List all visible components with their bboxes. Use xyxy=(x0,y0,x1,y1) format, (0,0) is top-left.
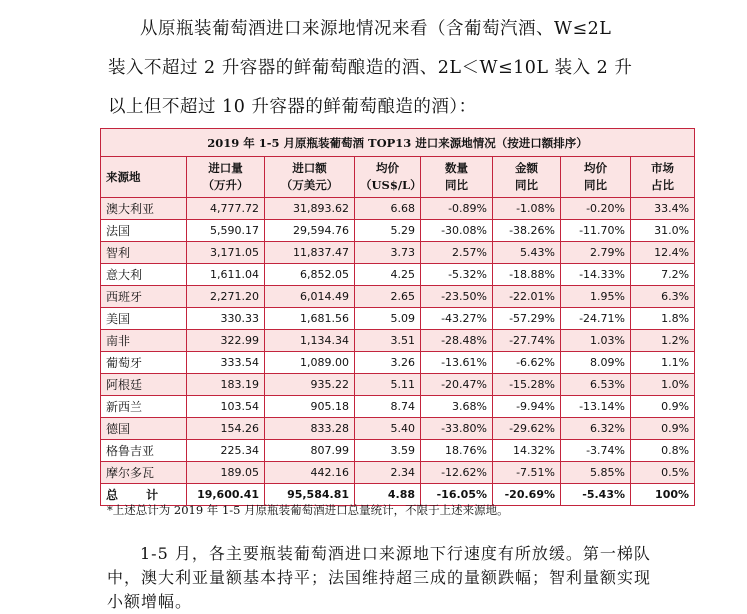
cell-market-share: 1.1% xyxy=(631,352,695,374)
header-source: 来源地 xyxy=(101,157,187,198)
header-market-share: 市场 占比 xyxy=(631,157,695,198)
summary-line-1: 1-5 月，各主要瓶装葡萄酒进口来源地下行速度有所放缓。第一梯队 xyxy=(140,544,651,563)
cell-avg-price: 3.59 xyxy=(355,440,421,462)
cell-volume: 330.33 xyxy=(187,308,265,330)
total-value: 95,584.81 xyxy=(265,484,355,506)
table-row xyxy=(101,264,695,286)
summary-line-3: 小额增幅。 xyxy=(107,592,193,611)
cell-avg-price: 2.65 xyxy=(355,286,421,308)
table-row xyxy=(101,396,695,418)
cell-volume-yoy: -30.08% xyxy=(421,220,493,242)
cell-value: 11,837.47 xyxy=(265,242,355,264)
cell-volume: 322.99 xyxy=(187,330,265,352)
cell-avg-price: 4.25 xyxy=(355,264,421,286)
cell-avg-price: 6.68 xyxy=(355,198,421,220)
cell-value-yoy: -57.29% xyxy=(493,308,561,330)
header-avg-price: 均价 （US$/L） xyxy=(355,157,421,198)
cell-price-yoy: 1.03% xyxy=(561,330,631,352)
table-row xyxy=(101,462,695,484)
cell-source: 美国 xyxy=(101,308,187,330)
cell-volume: 225.34 xyxy=(187,440,265,462)
cell-volume-yoy: -33.80% xyxy=(421,418,493,440)
cell-price-yoy: -13.14% xyxy=(561,396,631,418)
cell-avg-price: 5.11 xyxy=(355,374,421,396)
cell-volume-yoy: -13.61% xyxy=(421,352,493,374)
cell-source: 法国 xyxy=(101,220,187,242)
cell-volume: 1,611.04 xyxy=(187,264,265,286)
cell-avg-price: 5.09 xyxy=(355,308,421,330)
cell-price-yoy: -0.20% xyxy=(561,198,631,220)
cell-market-share: 0.9% xyxy=(631,418,695,440)
cell-value-yoy: -6.62% xyxy=(493,352,561,374)
intro-line-2: 装入不超过 2 升容器的鲜葡萄酿造的酒、2L＜W≤10L 装入 2 升 xyxy=(108,58,633,78)
cell-source: 南非 xyxy=(101,330,187,352)
cell-volume: 2,271.20 xyxy=(187,286,265,308)
cell-market-share: 1.8% xyxy=(631,308,695,330)
total-volume: 19,600.41 xyxy=(187,484,265,506)
table-row xyxy=(101,242,695,264)
cell-volume: 154.26 xyxy=(187,418,265,440)
cell-volume: 333.54 xyxy=(187,352,265,374)
cell-source: 阿根廷 xyxy=(101,374,187,396)
cell-avg-price: 3.51 xyxy=(355,330,421,352)
table-row xyxy=(101,418,695,440)
summary-line-2: 中，澳大利亚量额基本持平；法国维持超三成的量额跌幅；智利量额实现 xyxy=(107,568,652,587)
cell-price-yoy: -11.70% xyxy=(561,220,631,242)
cell-value-yoy: -38.26% xyxy=(493,220,561,242)
cell-price-yoy: -24.71% xyxy=(561,308,631,330)
total-volume-yoy: -16.05% xyxy=(421,484,493,506)
cell-value-yoy: -7.51% xyxy=(493,462,561,484)
total-value-yoy: -20.69% xyxy=(493,484,561,506)
header-value: 进口额 （万美元） xyxy=(265,157,355,198)
cell-market-share: 0.8% xyxy=(631,440,695,462)
table-header-row xyxy=(101,157,695,198)
cell-value: 442.16 xyxy=(265,462,355,484)
cell-avg-price: 3.73 xyxy=(355,242,421,264)
table-row xyxy=(101,374,695,396)
cell-volume: 103.54 xyxy=(187,396,265,418)
cell-value-yoy: -1.08% xyxy=(493,198,561,220)
cell-value: 31,893.62 xyxy=(265,198,355,220)
cell-source: 意大利 xyxy=(101,264,187,286)
cell-value-yoy: -27.74% xyxy=(493,330,561,352)
intro-line-1: 从原瓶装葡萄酒进口来源地情况来看（含葡萄汽酒、W≤2L xyxy=(140,19,612,39)
cell-volume-yoy: -28.48% xyxy=(421,330,493,352)
cell-market-share: 6.3% xyxy=(631,286,695,308)
cell-value: 905.18 xyxy=(265,396,355,418)
cell-value: 6,014.49 xyxy=(265,286,355,308)
cell-value-yoy: -22.01% xyxy=(493,286,561,308)
cell-price-yoy: 2.79% xyxy=(561,242,631,264)
cell-price-yoy: 1.95% xyxy=(561,286,631,308)
cell-value: 935.22 xyxy=(265,374,355,396)
cell-volume-yoy: 2.57% xyxy=(421,242,493,264)
header-volume: 进口量 （万升） xyxy=(187,157,265,198)
cell-value-yoy: -18.88% xyxy=(493,264,561,286)
cell-avg-price: 8.74 xyxy=(355,396,421,418)
header-volume-yoy: 数量 同比 xyxy=(421,157,493,198)
cell-volume-yoy: -5.32% xyxy=(421,264,493,286)
total-source: 总 计 xyxy=(101,484,187,506)
table-row xyxy=(101,330,695,352)
cell-market-share: 1.2% xyxy=(631,330,695,352)
table-title: 2019 年 1-5 月原瓶装葡萄酒 TOP13 进口来源地情况（按进口额排序） xyxy=(101,129,695,157)
cell-value: 29,594.76 xyxy=(265,220,355,242)
cell-avg-price: 5.29 xyxy=(355,220,421,242)
total-avg-price: 4.88 xyxy=(355,484,421,506)
cell-value: 6,852.05 xyxy=(265,264,355,286)
cell-volume: 4,777.72 xyxy=(187,198,265,220)
cell-value-yoy: 5.43% xyxy=(493,242,561,264)
intro-paragraph xyxy=(0,10,747,127)
cell-value-yoy: -9.94% xyxy=(493,396,561,418)
cell-volume-yoy: -0.89% xyxy=(421,198,493,220)
cell-volume-yoy: 18.76% xyxy=(421,440,493,462)
total-price-yoy: -5.43% xyxy=(561,484,631,506)
cell-source: 摩尔多瓦 xyxy=(101,462,187,484)
cell-source: 澳大利亚 xyxy=(101,198,187,220)
table-row xyxy=(101,308,695,330)
cell-value-yoy: -15.28% xyxy=(493,374,561,396)
table-row xyxy=(101,286,695,308)
header-price-yoy: 均价 同比 xyxy=(561,157,631,198)
cell-value: 833.28 xyxy=(265,418,355,440)
table-footnote: *上述总计为 2019 年 1-5 月原瓶装葡萄酒进口总量统计，不限于上述来源地。 xyxy=(107,503,509,517)
cell-volume-yoy: 3.68% xyxy=(421,396,493,418)
cell-volume-yoy: -23.50% xyxy=(421,286,493,308)
cell-market-share: 0.5% xyxy=(631,462,695,484)
cell-avg-price: 3.26 xyxy=(355,352,421,374)
cell-price-yoy: 6.53% xyxy=(561,374,631,396)
cell-value: 1,089.00 xyxy=(265,352,355,374)
header-value-yoy: 金额 同比 xyxy=(493,157,561,198)
table-row xyxy=(101,440,695,462)
cell-market-share: 0.9% xyxy=(631,396,695,418)
cell-price-yoy: 6.32% xyxy=(561,418,631,440)
cell-volume: 5,590.17 xyxy=(187,220,265,242)
table-row xyxy=(101,198,695,220)
cell-source: 智利 xyxy=(101,242,187,264)
cell-market-share: 12.4% xyxy=(631,242,695,264)
cell-source: 葡萄牙 xyxy=(101,352,187,374)
cell-volume-yoy: -43.27% xyxy=(421,308,493,330)
table-row xyxy=(101,352,695,374)
cell-source: 西班牙 xyxy=(101,286,187,308)
table-row xyxy=(101,220,695,242)
cell-source: 格鲁吉亚 xyxy=(101,440,187,462)
cell-price-yoy: 5.85% xyxy=(561,462,631,484)
cell-market-share: 31.0% xyxy=(631,220,695,242)
cell-market-share: 7.2% xyxy=(631,264,695,286)
cell-volume: 3,171.05 xyxy=(187,242,265,264)
cell-volume: 183.19 xyxy=(187,374,265,396)
intro-line-3: 以上但不超过 10 升容器的鲜葡萄酿造的酒）： xyxy=(108,97,477,117)
cell-source: 德国 xyxy=(101,418,187,440)
cell-avg-price: 2.34 xyxy=(355,462,421,484)
cell-source: 新西兰 xyxy=(101,396,187,418)
cell-volume: 189.05 xyxy=(187,462,265,484)
cell-price-yoy: 8.09% xyxy=(561,352,631,374)
cell-price-yoy: -14.33% xyxy=(561,264,631,286)
cell-avg-price: 5.40 xyxy=(355,418,421,440)
import-table-container xyxy=(100,128,694,506)
summary-paragraph xyxy=(0,542,747,614)
cell-value: 1,681.56 xyxy=(265,308,355,330)
cell-price-yoy: -3.74% xyxy=(561,440,631,462)
cell-value-yoy: -29.62% xyxy=(493,418,561,440)
cell-volume-yoy: -12.62% xyxy=(421,462,493,484)
cell-volume-yoy: -20.47% xyxy=(421,374,493,396)
cell-value: 1,134.34 xyxy=(265,330,355,352)
total-market-share: 100% xyxy=(631,484,695,506)
cell-market-share: 1.0% xyxy=(631,374,695,396)
import-source-table xyxy=(100,128,695,506)
cell-value-yoy: 14.32% xyxy=(493,440,561,462)
cell-market-share: 33.4% xyxy=(631,198,695,220)
cell-value: 807.99 xyxy=(265,440,355,462)
